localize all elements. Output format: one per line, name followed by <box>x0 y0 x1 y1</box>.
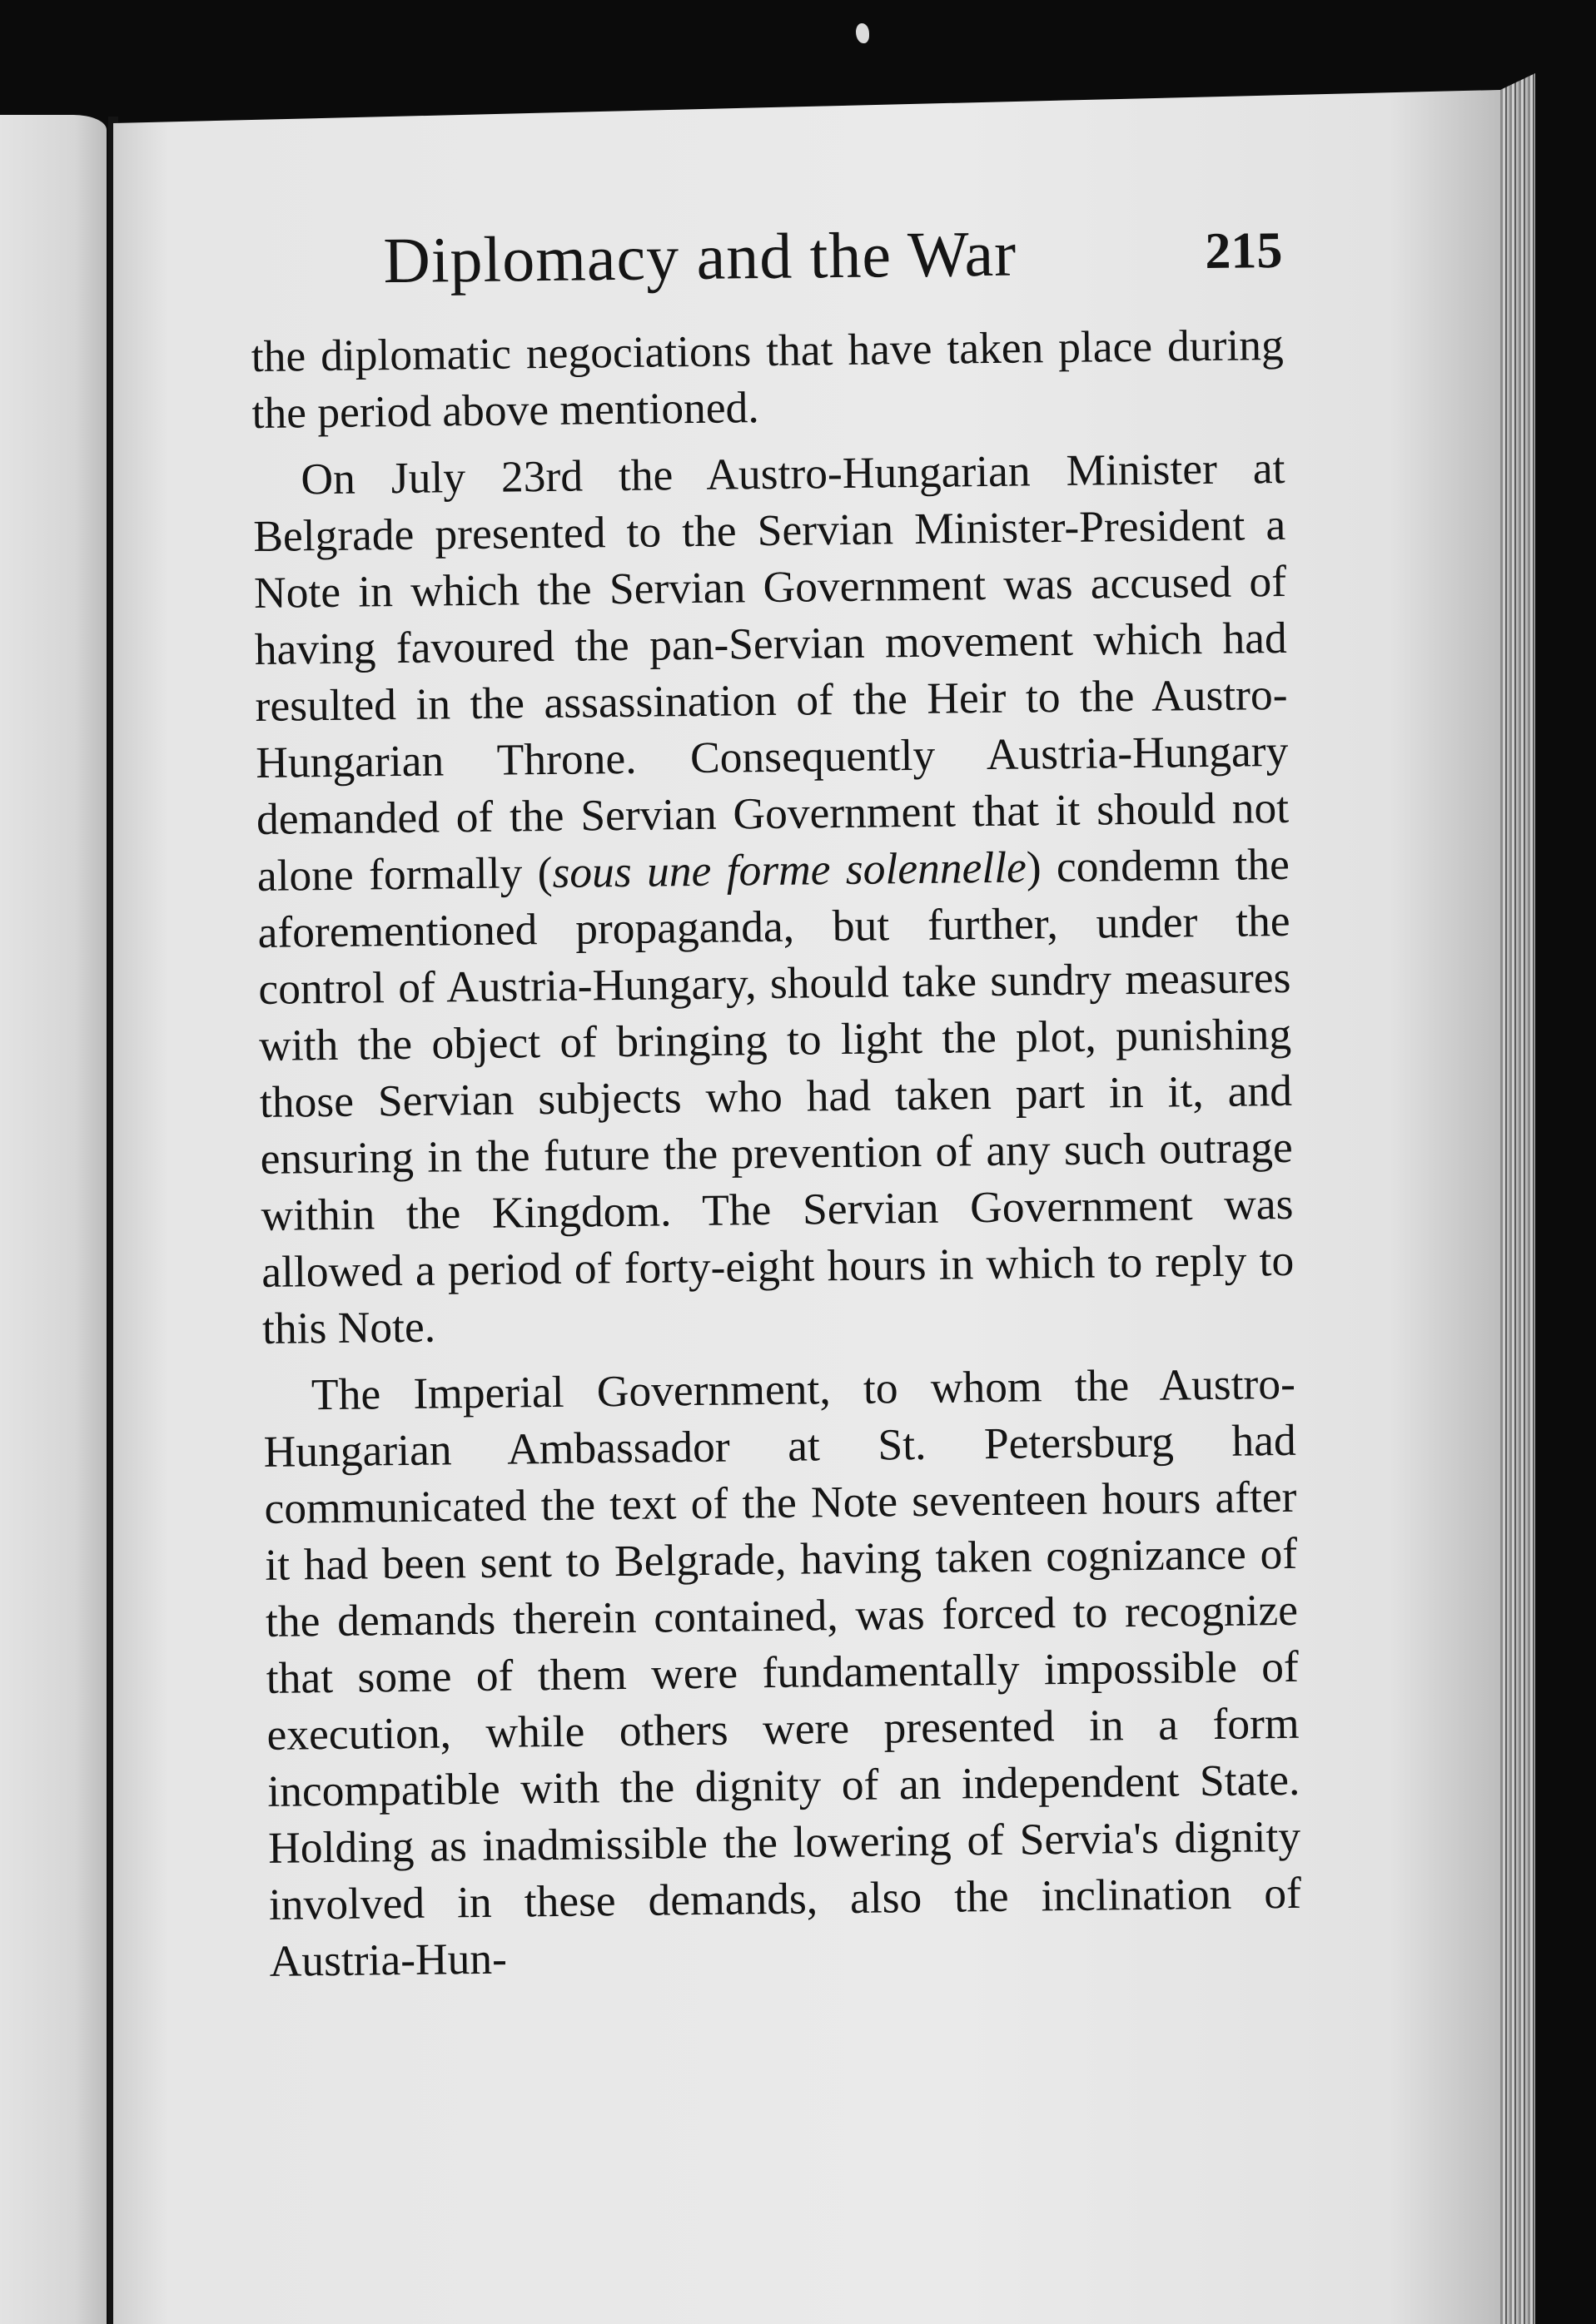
paragraph-text: On July 23rd the Austro-Hungarian Minister at Belgrade presented to the Servian Minister-President a Note in which the Servian Government was accused of having favoured the pan-Servian movement which had resulted in the assassination of the Heir to the Austro-Hungarian Throne. Consequently Austria-Hungary demanded of the Servian Government that it should not alone formally ( <box>252 442 1290 901</box>
page-number: 215 <box>1205 221 1283 280</box>
running-head <box>250 213 1283 325</box>
page-content <box>250 213 1302 1989</box>
running-head-title: Diplomacy and the War <box>383 216 1017 297</box>
page-stack-edge <box>1500 73 1535 2324</box>
italic-phrase: sous une forme solennelle <box>552 842 1027 897</box>
facing-page-edge <box>0 115 107 2324</box>
paragraph-imperial-government: The Imperial Government, to whom the Austro-Hungarian Ambassador at St. Petersburg had communicated the text of the Note seventeen hours after it had been sent to Belgrade, having taken cognizance of the demands therein contained, was forced to recognize that some of them were fundamentally impossible of execution, while others were presented in a form incompatible with the dignity of an independent State. Holding as inadmissible the lowering of Servia's dignity involved in these demands, also the inclination of Austria-Hun- <box>263 1358 1302 1986</box>
paragraph-text: ) condemn the aforementioned propaganda, but further, under the control of Austria-Hungary, should take sundry measures with the object of bringing to light the plot, punishing those Servian subjects who had taken part in it, and ensuring in the future the prevention of any such outrage within the Kingdom. The Servian Government was allowed a period of forty-eight hours in which to reply to this Note. <box>257 838 1295 1353</box>
ink-blot <box>856 23 869 43</box>
body-text <box>251 316 1302 1989</box>
paragraph-austrian-note <box>252 439 1295 1357</box>
paragraph-continued: the diplomatic negociations that have taken place during the period above mentioned. <box>251 319 1285 438</box>
